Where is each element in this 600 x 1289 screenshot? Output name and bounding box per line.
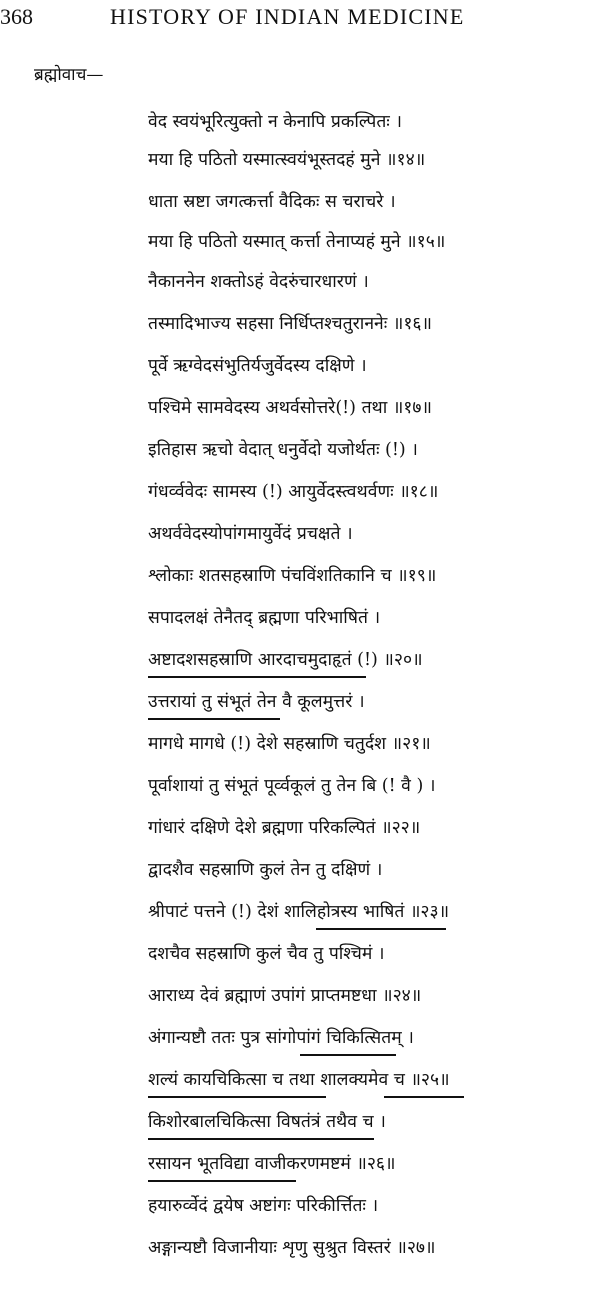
- underline: [300, 1054, 396, 1056]
- verse-line: वेद स्वयंभूरित्युक्तो न केनापि प्रकल्पितः ।: [148, 112, 403, 132]
- verse-line: हयारुर्व्वेदं द्वयेष अष्टांगः परिकीर्त्तितः ।: [148, 1196, 379, 1216]
- verse-line-underlined: श्रीपाटं पत्तने (!) देशं शालिहोत्रस्य भाषितं ॥२३॥: [148, 900, 449, 924]
- speaker-heading: ब्रह्मोवाच—: [34, 65, 104, 85]
- verse-line: धाता स्रष्टा जगत्कर्त्ता वैदिकः स चराचरे ।: [148, 192, 396, 212]
- underline: [148, 1180, 296, 1182]
- verse-line: इतिहास ऋचो वेदात् धनुर्वेदो यजोर्थतः (!) ।: [148, 440, 418, 460]
- verse-line: मया हि पठितो यस्मात्स्वयंभूस्तदहं मुने ॥१४॥: [148, 150, 426, 170]
- verse-line: श्लोकाः शतसहस्राणि पंचविंशतिकानि च ॥१९॥: [148, 566, 437, 586]
- verse-line: गांधारं दक्षिणे देशे ब्रह्मणा परिकल्पितं ॥२२॥: [148, 818, 421, 838]
- verse-line: पश्चिमे सामवेदस्य अथर्वसोत्तरे(!) तथा ॥१७॥: [148, 398, 432, 418]
- verse-line: गंधर्व्ववेदः सामस्य (!) आयुर्वेदस्त्वथर्वणः ॥१८॥: [148, 482, 439, 502]
- verse-line-underlined: अष्टादशसहस्राणि आरदाचमुदाहृतं (!) ॥२०॥: [148, 648, 423, 672]
- running-title: HISTORY OF INDIAN MEDICINE: [110, 4, 465, 29]
- verse-line-underlined: किशोरबालचिकित्सा विषतंत्रं तथैव च ।: [148, 1110, 386, 1134]
- verse-line-underlined: उत्तरायां तु संभूतं तेन वै कूलमुत्तरं ।: [148, 690, 365, 714]
- verse-line: मागधे मागधे (!) देशे सहस्राणि चतुर्दश ॥२१॥: [148, 734, 431, 754]
- verse-line: अङ्गान्यष्टौ विजानीयाः शृणु सुश्रुत विस्तरं ॥२७॥: [148, 1238, 436, 1258]
- verse-line: सपादलक्षं तेनैतद् ब्रह्मणा परिभाषितं ।: [148, 608, 381, 628]
- page-header: [0, 4, 600, 34]
- verse-line: नैकाननेन शक्तोऽहं वेदरुंचारधारणं ।: [148, 272, 369, 292]
- verse-line-underlined: रसायन भूतविद्या वाजीकरणमष्टमं ॥२६॥: [148, 1152, 396, 1176]
- underline: [316, 928, 446, 930]
- verse-line: पूर्वे ऋग्वेदसंभुतिर्यजुर्वेदस्य दक्षिणे ।: [148, 356, 367, 376]
- verse-line: आराध्य देवं ब्रह्माणं उपांगं प्राप्तमष्टधा ॥२४॥: [148, 986, 422, 1006]
- underline: [148, 1096, 326, 1098]
- underline: [148, 718, 280, 720]
- verse-line: अथर्ववेदस्योपांगमायुर्वेदं प्रचक्षते ।: [148, 524, 353, 544]
- underline: [148, 676, 366, 678]
- verse-line: पूर्वाशायां तु संभूतं पूर्व्वकूलं तु तेन बि (! वै ) ।: [148, 776, 436, 796]
- verse-line: तस्मादिभाज्य सहसा निर्धिप्तश्चतुराननेः ॥१६॥: [148, 314, 433, 334]
- verse-line: दशचैव सहस्राणि कुलं चैव तु पश्चिमं ।: [148, 944, 385, 964]
- verse-line: द्वादशैव सहस्राणि कुलं तेन तु दक्षिणं ।: [148, 860, 383, 880]
- verse-line: मया हि पठितो यस्मात् कर्त्ता तेनाप्यहं मुने ॥१५॥: [148, 232, 446, 252]
- underline: [384, 1096, 464, 1098]
- underline: [148, 1138, 374, 1140]
- verse-line-underlined: अंगान्यष्टौ ततः पुत्र सांगोपांगं चिकित्सितम् ।: [148, 1026, 414, 1050]
- verse-line-underlined: शल्यं कायचिकित्सा च तथा शालक्यमेव च ॥२५॥: [148, 1068, 450, 1092]
- page-number: 368: [0, 4, 33, 29]
